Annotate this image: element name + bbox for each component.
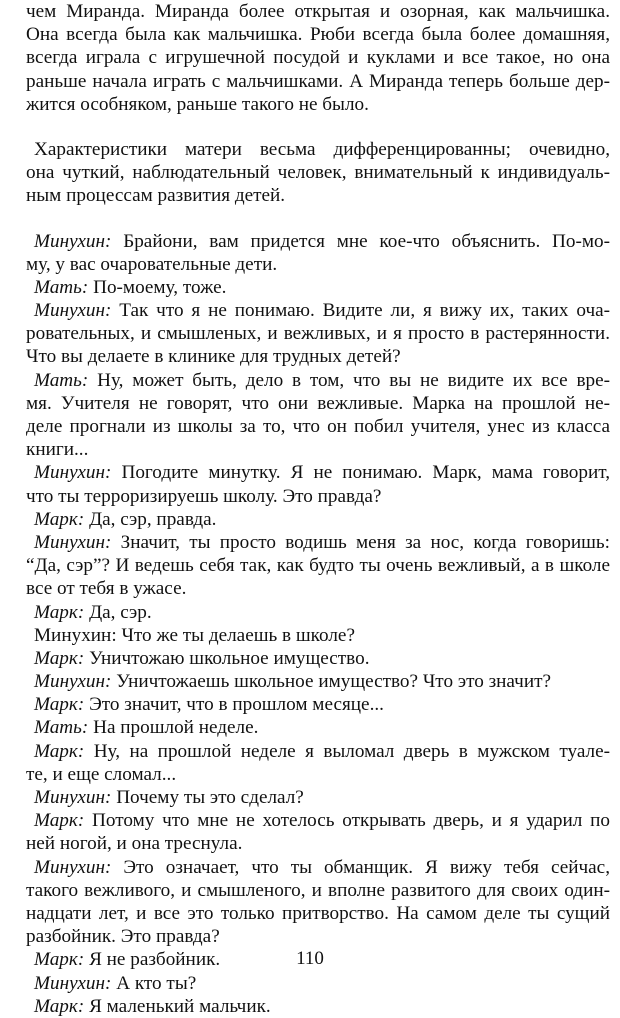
paragraph-gap: [26, 208, 610, 230]
intro-paragraph-line: [26, 0, 610, 23]
commentary-paragraph-line: [26, 161, 610, 184]
dialogue-text: ней ногой, и она треснула.: [26, 833, 243, 855]
dialogue-text: книги...: [26, 439, 89, 461]
dialogue-text: му, у вас очаровательные дети.: [26, 253, 278, 275]
commentary-paragraph-line: [26, 184, 610, 207]
dialogue-line: [26, 832, 610, 855]
page-text: [26, 0, 610, 1018]
dialogue-line: [26, 809, 610, 832]
dialogue-text: Я не разбойник.: [89, 949, 221, 971]
dialogue-line: [26, 879, 610, 902]
speaker-name: Минухин:: [34, 972, 112, 994]
dialogue-text: Почему ты это сделал?: [116, 787, 304, 808]
speaker-name: Мать:: [34, 276, 89, 298]
dialogue-line: [26, 925, 610, 948]
dialogue-text: Уничтожаешь школьное имущество? Что это значит?: [116, 671, 552, 693]
dialogue-line: [26, 856, 610, 879]
dialogue-text: Минухин: Что же ты делаешь в школе?: [34, 624, 355, 646]
dialogue-line: [26, 647, 610, 670]
intro-paragraph-line: [26, 23, 610, 46]
paragraph-line: она чуткий, наблюдательный человек, внимательный к индивидуаль-: [26, 162, 610, 184]
dialogue-text: Да, сэр.: [89, 601, 152, 623]
dialogue-line: [26, 508, 610, 531]
dialogue-text: Значит, ты просто водишь меня за нос, когда говоришь:: [120, 531, 610, 553]
speaker-name: Марк:: [34, 740, 85, 762]
speaker-name: Минухин:: [34, 531, 112, 553]
paragraph-line: Она всегда была как мальчишка. Рюби всегда была более домашняя,: [26, 24, 610, 46]
dialogue-line: [26, 624, 610, 647]
dialogue-text: Да, сэр, правда.: [89, 508, 217, 530]
dialogue-text: На прошлой неделе.: [93, 717, 259, 739]
speaker-name: Марк:: [34, 810, 85, 832]
commentary-paragraph-line: [26, 138, 610, 161]
dialogue-text: все от тебя в ужасе.: [26, 578, 187, 600]
dialogue-line: [26, 531, 610, 554]
dialogue-line: [26, 485, 610, 508]
dialogue-line: [26, 299, 610, 322]
paragraph-line: жится особняком, раньше такого не было.: [26, 93, 369, 115]
speaker-name: Минухин:: [34, 300, 112, 322]
dialogue-line: [26, 693, 610, 716]
speaker-name: Марк:: [34, 601, 85, 623]
dialogue-line: [26, 995, 610, 1018]
dialogue-text: надцати лет, и все это только притворство. На самом деле ты сущий: [26, 902, 610, 924]
speaker-name: Марк:: [34, 949, 85, 971]
page-number: 110: [296, 948, 324, 969]
dialogue-text: мя. Учителя не говорят, что они вежливые. Марка на прошлой не-: [26, 392, 610, 414]
dialogue-text: разбойник. Это правда?: [26, 926, 220, 948]
speaker-name: Мать:: [34, 717, 89, 739]
dialogue-text: Это означает, что ты обманщик. Я вижу тебя сейчас,: [123, 856, 610, 878]
dialogue-line: [26, 716, 610, 739]
intro-paragraph-line: [26, 46, 610, 69]
speaker-name: Марк:: [34, 694, 85, 716]
dialogue-text: такого вежливого, и смышленого, и вполне развитого для своих один-: [26, 879, 610, 901]
dialogue-line: [26, 786, 610, 809]
dialogue-line: [26, 577, 610, 600]
dialogue-text: Так что я не понимаю. Видите ли, я вижу их, таких оча-: [119, 300, 610, 322]
paragraph-line: всегда играла с игрушечной посудой и куклами и все такое, но она: [26, 47, 610, 69]
speaker-name: Мать:: [34, 369, 89, 391]
dialogue-text: А кто ты?: [116, 972, 197, 994]
intro-paragraph-line: [26, 93, 610, 116]
dialogue-line: [26, 438, 610, 461]
dialogue-text: Уничтожаю школьное имущество.: [89, 647, 370, 669]
paragraph-line: чем Миранда. Миранда более открытая и озорная, как мальчишка.: [26, 1, 610, 22]
dialogue-text: что ты терроризируешь школу. Это правда?: [26, 485, 382, 507]
dialogue-text: Что вы делаете в клинике для трудных детей?: [26, 346, 401, 368]
dialogue-line: [26, 670, 610, 693]
dialogue-line: [26, 345, 610, 368]
dialogue-line: [26, 415, 610, 438]
dialogue-line: [26, 461, 610, 484]
paragraph-line: Характеристики матери весьма дифференцированны; очевидно,: [34, 138, 610, 160]
dialogue-text: Брайони, вам придется мне кое-что объяснить. По-мо-: [123, 230, 610, 252]
dialogue-line: [26, 554, 610, 577]
dialogue-text: Погодите минутку. Я не понимаю. Марк, мама говорит,: [121, 462, 610, 484]
speaker-name: Минухин:: [34, 671, 112, 693]
dialogue-text: ровательных, и смышленых, и вежливых, и я просто в растерянности.: [26, 323, 610, 345]
speaker-name: Минухин:: [34, 787, 112, 808]
dialogue-text: Я маленький мальчик.: [89, 995, 271, 1017]
dialogue-text: Это значит, что в прошлом месяце...: [89, 694, 384, 716]
dialogue-line: [26, 322, 610, 345]
dialogue-line: [26, 902, 610, 925]
dialogue-text: Ну, может быть, дело в том, что вы не видите их все вре-: [97, 369, 610, 391]
dialogue-line: [26, 276, 610, 299]
speaker-name: Минухин:: [34, 856, 112, 878]
dialogue-line: [26, 392, 610, 415]
dialogue-line: [26, 369, 610, 392]
speaker-name: Минухин:: [34, 230, 112, 252]
paragraph-line: ным процессам развития детей.: [26, 185, 286, 207]
dialogue-line: [26, 601, 610, 624]
speaker-name: Марк:: [34, 508, 85, 530]
intro-paragraph-line: [26, 70, 610, 93]
paragraph-line: раньше начала играть с мальчишками. А Миранда теперь больше дер-: [26, 70, 610, 92]
dialogue-line: [26, 740, 610, 763]
dialogue-line: [26, 763, 610, 786]
dialogue-text: Потому что мне не хотелось открывать дверь, и я ударил по: [92, 810, 610, 832]
dialogue-text: деле прогнали из школы за то, что он побил учителя, унес из класса: [26, 416, 610, 437]
dialogue-line: [26, 253, 610, 276]
speaker-name: Марк:: [34, 647, 85, 669]
dialogue-text: По-моему, тоже.: [93, 276, 227, 298]
speaker-name: Минухин:: [34, 462, 112, 484]
speaker-name: Марк:: [34, 995, 85, 1017]
dialogue-text: “Да, сэр”? И ведешь себя так, как будто ты очень вежливый, а в школе: [26, 555, 610, 577]
dialogue-line: [26, 972, 610, 995]
dialogue-text: Ну, на прошлой неделе я выломал дверь в мужском туале-: [93, 740, 610, 762]
paragraph-gap: [26, 116, 610, 138]
dialogue-line: [26, 230, 610, 253]
dialogue-text: те, и еще сломал...: [26, 763, 177, 785]
